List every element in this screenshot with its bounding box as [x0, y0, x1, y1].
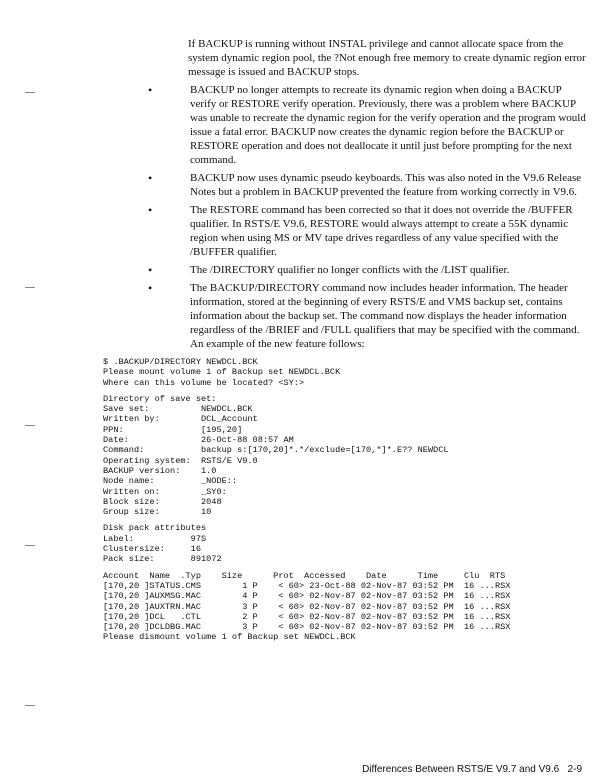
output-line: Node name: _NODE:: [103, 476, 238, 487]
example-output [103, 357, 588, 643]
intro-paragraph: If BACKUP is running without INSTAL privilege and cannot allocate space from the system dynamic region pool, the ?Not enough free memory to create dynamic region error message is issued and BACKUP stops. [188, 38, 586, 78]
output-line: Group size: 10 [103, 507, 212, 518]
output-line: Where can this volume be located? <SY:> [103, 377, 305, 388]
output-line: BACKUP version: 1.0 [103, 465, 217, 476]
margin-mark [25, 92, 35, 93]
output-line: [170,20 ]DCLDBG.MAC 3 P < 60> 02-Nov-87 02-Nov-87 03:52 PM 16 ...RSX [103, 622, 511, 633]
output-line: Block size: 2048 [103, 496, 222, 507]
output-line: Clustersize: 16 [103, 544, 201, 555]
margin-mark [25, 545, 35, 546]
output-line: Command: backup s:[170,20]*.*/exclude=[170,*]*.E?? NEWDCL [103, 445, 449, 456]
margin-mark [25, 287, 35, 288]
output-line: Label: 97S [103, 533, 207, 544]
bullet-item: • The /DIRECTORY qualifier no longer conflicts with the /LIST qualifier. [190, 263, 588, 277]
output-line: [170,20 ]DCL .CTL 2 P < 60> 02-Nov-87 02-Nov-87 03:52 PM 16 ...RSX [103, 611, 511, 622]
output-line: $ .BACKUP/DIRECTORY NEWDCL.BCK [103, 357, 258, 367]
output-line: [170,20 ]AUXMSG.MAC 4 P < 60> 02-Nov-87 02-Nov-87 03:52 PM 16 ...RSX [103, 591, 511, 602]
output-line: Pack size: 891072 [103, 554, 222, 565]
output-line: Written by: DCL_Account [103, 414, 258, 425]
bullet-item: • The BACKUP/DIRECTORY command now includes header information. The header information, stored at the beginning of every RSTS/E and VMS backup set, contains information about the backup set. The command now displays the header information regardless of the /BRIEF and /FULL qualifiers that may be specified with the command. An example of the new feature follows: [190, 281, 588, 351]
margin-mark [25, 705, 35, 706]
output-line: [170,20 ]AUXTRN.MAC 3 P < 60> 02-Nov-87 02-Nov-87 03:52 PM 16 ...RSX [103, 601, 511, 612]
bullet-item: • The RESTORE command has been corrected so that it does not override the /BUFFER qualifier. In RSTS/E V9.6, RESTORE would always attempt to create a 55K dynamic region when using MS or MV tape drives regardless of any value specified with the /BUFFER qualifier. [190, 203, 588, 259]
output-line: [170,20 ]STATUS.CMS 1 P < 60> 23-Oct-88 02-Nov-87 03:52 PM 16 ...RSX [103, 580, 511, 591]
output-line: Please mount volume 1 of Backup set NEWDCL.BCK [103, 367, 341, 378]
output-line: Directory of save set: [103, 393, 217, 404]
page-footer: Differences Between RSTS/E V9.7 and V9.6 2-9 [362, 764, 582, 775]
output-line: Save set: NEWDCL.BCK [103, 404, 253, 415]
output-line: PPN: [195,20] [103, 424, 243, 435]
page-body [103, 37, 588, 643]
output-line: Operating system: RSTS/E V9.0 [103, 455, 258, 466]
bullet-item: • BACKUP now uses dynamic pseudo keyboards. This was also noted in the V9.6 Release Notes but a problem in BACKUP prevented the feature from working correctly in V9.6. [190, 171, 588, 199]
output-line: Written on: _SY0: [103, 486, 227, 497]
output-line: Disk pack attributes [103, 523, 207, 534]
margin-mark [25, 425, 35, 426]
output-line: Date: 26-Oct-88 08:57 AM [103, 435, 294, 446]
bullet-item: • BACKUP no longer attempts to recreate its dynamic region when doing a BACKUP verify or RESTORE verify operation. Previously, there was a problem where BACKUP was unable to recreate the dynamic region for the verify operation and the program would issue a fatal error. BACKUP now creates the dynamic region before the BACKUP or RESTORE operation and does not deallocate it until just before prompting for the next command. [190, 83, 588, 167]
output-line: Account Name .Typ Size Prot Accessed Date Time Clu RTS [103, 570, 506, 581]
output-line: Please dismount volume 1 of Backup set NEWDCL.BCK [103, 632, 356, 643]
